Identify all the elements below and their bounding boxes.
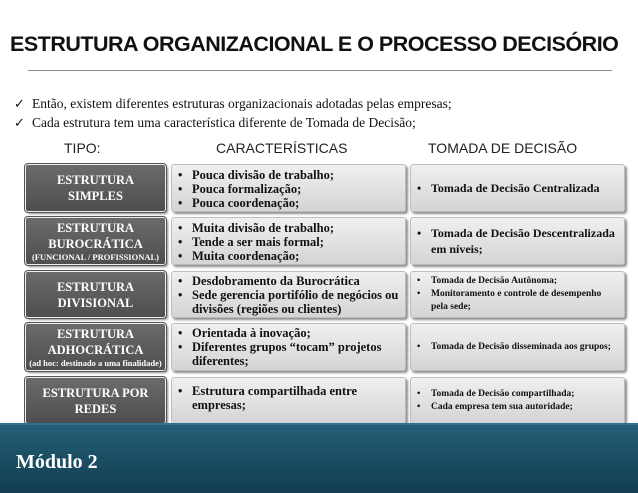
header-tomada-de-decisao: TOMADA DE DECISÃO bbox=[428, 140, 578, 156]
footer-divider bbox=[0, 423, 638, 425]
list-item: • Tomada de Decisão compartilhada; bbox=[417, 388, 575, 399]
type-box-adhocratica: ESTRUTURA ADHOCRÁTICA (ad hoc: destinado a uma finalidade) bbox=[25, 323, 166, 371]
list-item: • Pouca coordenação; bbox=[178, 196, 300, 210]
title-divider bbox=[28, 70, 612, 71]
list-item: • Diferentes grupos “tocam” projetos diferentes; bbox=[178, 340, 382, 368]
characteristics-box-redes bbox=[171, 377, 406, 424]
bullet-item: ✓ Cada estrutura tem uma característica diferente de Tomada de Decisão; bbox=[14, 115, 416, 131]
decision-box-redes bbox=[410, 377, 625, 424]
header-tipo: TIPO: bbox=[64, 140, 101, 156]
bullet-item: ✓ Então, existem diferentes estruturas organizacionais adotadas pelas empresas; bbox=[14, 96, 452, 112]
type-box-simples: ESTRUTURA SIMPLES bbox=[25, 164, 166, 212]
footer-bar bbox=[0, 423, 638, 493]
list-item: • Tomada de Decisão Autônoma; bbox=[417, 276, 558, 286]
type-box-burocratica: ESTRUTURA BUROCRÁTICA (FUNCIONAL / PROFISSIONAL) bbox=[25, 217, 166, 265]
decision-box-burocratica bbox=[410, 217, 625, 265]
list-item: • Muita divisão de trabalho; bbox=[178, 221, 335, 235]
list-item: • Tende a ser mais formal; bbox=[178, 235, 324, 249]
characteristics-box-simples bbox=[171, 164, 406, 212]
type-box-divisional: ESTRUTURA DIVISIONAL bbox=[25, 271, 166, 318]
checkmark-icon: ✓ bbox=[14, 116, 25, 131]
list-item: • Muita coordenação; bbox=[178, 249, 300, 263]
decision-box-divisional bbox=[410, 271, 625, 318]
characteristics-box-burocratica bbox=[171, 217, 406, 265]
list-item: • Sede gerencia portifólio de negócios ou divisões (regiões ou clientes) bbox=[178, 288, 399, 316]
list-item: • Desdobramento da Burocrática bbox=[178, 274, 360, 288]
list-item: • Estrutura compartilhada entre empresas; bbox=[178, 384, 358, 412]
type-box-redes: ESTRUTURA POR REDES bbox=[25, 377, 166, 424]
list-item: • Tomada de Decisão Descentralizada em níveis; bbox=[417, 226, 615, 256]
list-item: • Cada empresa tem sua autoridade; bbox=[417, 401, 573, 412]
header-caracteristicas: CARACTERÍSTICAS bbox=[216, 140, 348, 156]
slide-title: ESTRUTURA ORGANIZACIONAL E O PROCESSO DECISÓRIO bbox=[10, 32, 619, 56]
list-item: • Tomada de Decisão disseminada aos grupos; bbox=[417, 341, 611, 352]
module-label: Módulo 2 bbox=[16, 451, 98, 473]
list-item: • Pouca divisão de trabalho; bbox=[178, 168, 335, 182]
list-item: • Monitoramento e controle de desempenho pela sede; bbox=[417, 289, 602, 312]
checkmark-icon: ✓ bbox=[14, 97, 25, 112]
decision-box-simples bbox=[410, 164, 625, 212]
decision-box-adhocratica bbox=[410, 323, 625, 371]
characteristics-box-divisional bbox=[171, 271, 406, 318]
list-item: • Orientada à inovação; bbox=[178, 326, 311, 340]
list-item: • Pouca formalização; bbox=[178, 182, 302, 196]
list-item: • Tomada de Decisão Centralizada bbox=[417, 181, 600, 195]
characteristics-box-adhocratica bbox=[171, 323, 406, 371]
